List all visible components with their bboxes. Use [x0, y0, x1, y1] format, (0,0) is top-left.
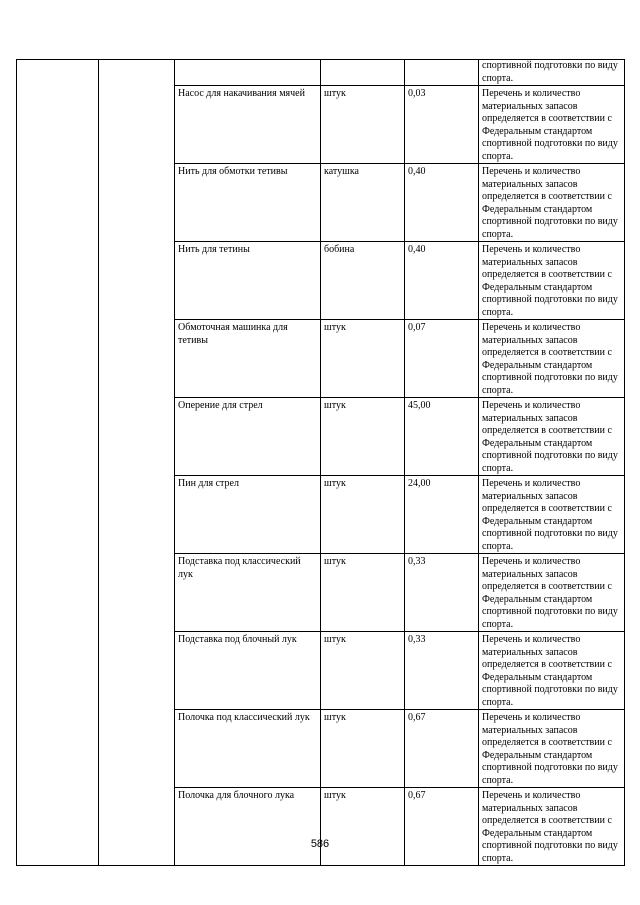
cell-qty: 24,00 — [405, 476, 479, 554]
cell-note: Перечень и количество материальных запасов определяется в соответствии с Федеральным стандартом спортивной подготовки по виду спорта. — [479, 788, 625, 866]
cell-unit — [321, 60, 405, 86]
cell-note: спортивной подготовки по виду спорта. — [479, 60, 625, 86]
cell-unit: штук — [321, 554, 405, 632]
merged-blank-cell-2 — [99, 60, 175, 866]
cell-qty: 0,67 — [405, 788, 479, 866]
table-row-continued — [17, 60, 625, 86]
cell-unit: штук — [321, 476, 405, 554]
cell-name: Оперение для стрел — [175, 398, 321, 476]
cell-name: Полочка под классический лук — [175, 710, 321, 788]
cell-note: Перечень и количество материальных запасов определяется в соответствии с Федеральным стандартом спортивной подготовки по виду спорта. — [479, 164, 625, 242]
cell-unit: штук — [321, 632, 405, 710]
cell-name: Насос для накачивания мячей — [175, 86, 321, 164]
cell-qty: 45,00 — [405, 398, 479, 476]
cell-unit: штук — [321, 320, 405, 398]
cell-name: Пин для стрел — [175, 476, 321, 554]
cell-unit: катушка — [321, 164, 405, 242]
cell-unit: штук — [321, 86, 405, 164]
cell-name: Полочка для блочного лука — [175, 788, 321, 866]
cell-name: Подставка под блочный лук — [175, 632, 321, 710]
cell-name: Нить для обмотки тетивы — [175, 164, 321, 242]
cell-qty: 0,03 — [405, 86, 479, 164]
cell-qty: 0,67 — [405, 710, 479, 788]
merged-blank-cell-1 — [17, 60, 99, 866]
cell-qty: 0,40 — [405, 164, 479, 242]
cell-note: Перечень и количество материальных запасов определяется в соответствии с Федеральным стандартом спортивной подготовки по виду спорта. — [479, 710, 625, 788]
equipment-table — [16, 59, 625, 866]
cell-unit: штук — [321, 788, 405, 866]
cell-qty: 0,33 — [405, 554, 479, 632]
cell-name: Подставка под классический лук — [175, 554, 321, 632]
cell-name: Нить для тетины — [175, 242, 321, 320]
cell-name — [175, 60, 321, 86]
cell-note: Перечень и количество материальных запасов определяется в соответствии с Федеральным стандартом спортивной подготовки по виду спорта. — [479, 632, 625, 710]
cell-qty — [405, 60, 479, 86]
cell-note: Перечень и количество материальных запасов определяется в соответствии с Федеральным стандартом спортивной подготовки по виду спорта. — [479, 476, 625, 554]
cell-qty: 0,33 — [405, 632, 479, 710]
cell-unit: штук — [321, 398, 405, 476]
table-body — [17, 60, 625, 866]
cell-note: Перечень и количество материальных запасов определяется в соответствии с Федеральным стандартом спортивной подготовки по виду спорта. — [479, 554, 625, 632]
page-number: 586 — [310, 838, 330, 850]
cell-name: Обмоточная машинка для тетивы — [175, 320, 321, 398]
cell-unit: бобина — [321, 242, 405, 320]
cell-unit: штук — [321, 710, 405, 788]
cell-note: Перечень и количество материальных запасов определяется в соответствии с Федеральным стандартом спортивной подготовки по виду спорта. — [479, 320, 625, 398]
cell-qty: 0,40 — [405, 242, 479, 320]
cell-note: Перечень и количество материальных запасов определяется в соответствии с Федеральным стандартом спортивной подготовки по виду спорта. — [479, 398, 625, 476]
cell-qty: 0,07 — [405, 320, 479, 398]
cell-note: Перечень и количество материальных запасов определяется в соответствии с Федеральным стандартом спортивной подготовки по виду спорта. — [479, 242, 625, 320]
cell-note: Перечень и количество материальных запасов определяется в соответствии с Федеральным стандартом спортивной подготовки по виду спорта. — [479, 86, 625, 164]
